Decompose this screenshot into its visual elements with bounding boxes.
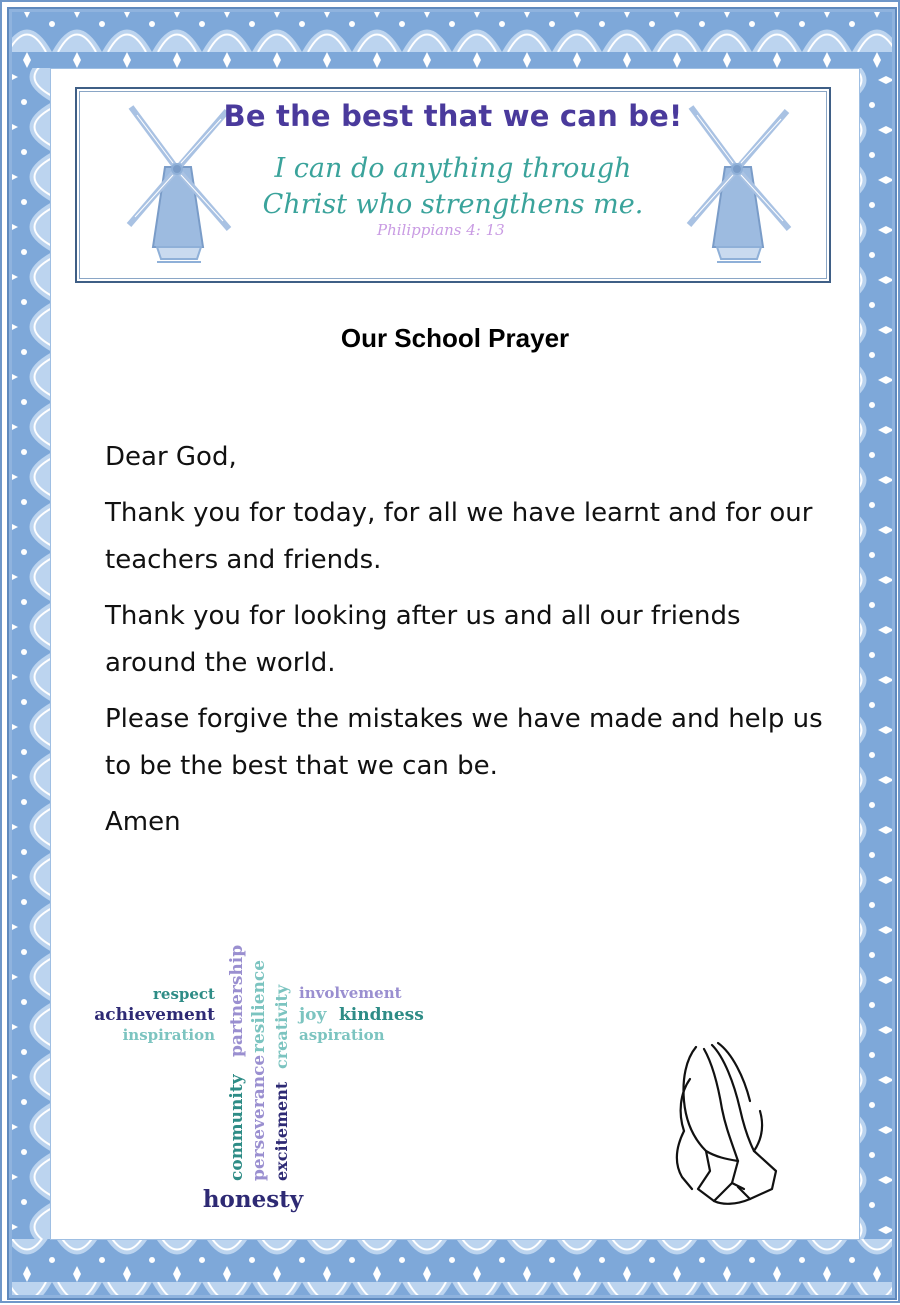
praying-hands-icon [626, 1039, 811, 1214]
verse-reference: Philippians 4: 13 [377, 221, 505, 239]
verse-line-2: Christ who strengthens me. [262, 189, 644, 220]
word-involvement: involvement [299, 984, 402, 1002]
word-honesty: honesty [202, 1186, 304, 1213]
word-resilience: resilience [249, 959, 269, 1053]
motto-banner [75, 87, 831, 283]
word-achievement: achievement [94, 1005, 215, 1025]
word-joy: joy [299, 1005, 327, 1025]
word-aspiration: aspiration [299, 1026, 385, 1044]
prayer-paragraph-2: Thank you for looking after us and all our friends around the world. [105, 601, 741, 678]
values-word-cloud [81, 889, 441, 1219]
word-excitement: excitement [272, 1081, 291, 1181]
content-panel [50, 68, 860, 1240]
prayer-text [105, 434, 835, 855]
prayer-closing: Amen [105, 807, 181, 837]
word-perseverance: perseverance [249, 1054, 269, 1181]
prayer-greeting: Dear God, [105, 442, 237, 472]
word-partnership: partnership [227, 944, 247, 1057]
word-kindness: kindness [339, 1005, 424, 1025]
prayer-paragraph-1: Thank you for today, for all we have learnt and for our teachers and friends. [105, 498, 813, 575]
verse-line-1: I can do anything through [274, 153, 632, 184]
word-inspiration: inspiration [122, 1026, 215, 1044]
prayer-paragraph-3: Please forgive the mistakes we have made and help us to be the best that we can be. [105, 704, 823, 781]
word-creativity: creativity [272, 984, 291, 1069]
word-respect: respect [153, 985, 215, 1003]
windmill-icon [677, 97, 797, 273]
prayer-title: Our School Prayer [340, 323, 570, 353]
banner-title: Be the best that we can be! [223, 99, 683, 133]
word-community: community [227, 1074, 247, 1181]
